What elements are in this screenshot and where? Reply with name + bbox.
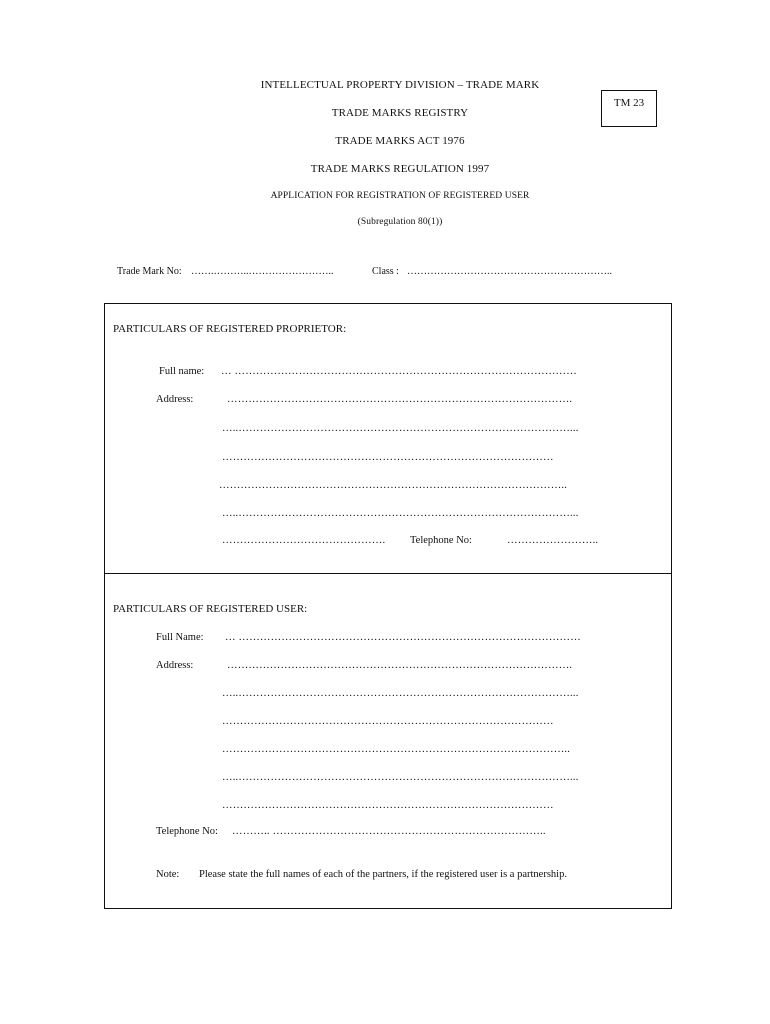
class-label: Class : [372, 266, 399, 277]
note-text: Please state the full names of each of the partners, if the registered user is a partnership. [199, 869, 567, 880]
user-address-line-2[interactable]: …..…………………………………………………………………………………... [222, 688, 579, 699]
registered-user-title: PARTICULARS OF REGISTERED USER: [113, 603, 308, 615]
user-address-line-4[interactable]: …………………………………………………………………………………….. [222, 744, 571, 755]
form-code-box [601, 90, 657, 127]
proprietor-address-line-1[interactable]: ……………………………………………………………………………………. [227, 394, 573, 405]
note-label: Note: [156, 869, 180, 880]
proprietor-address-line-4[interactable]: …………………………………………………………………………………….. [219, 480, 568, 491]
user-full-name-field[interactable]: … …………………………………………………………………………………… [225, 632, 581, 643]
proprietor-address-line-3[interactable]: ………………………………………………………………………………… [222, 452, 554, 463]
class-field[interactable]: …………………………………………………….. [407, 266, 612, 277]
user-address-line-6[interactable]: ………………………………………………………………………………… [222, 800, 554, 811]
header-line-division: INTELLECTUAL PROPERTY DIVISION – TRADE MARK [260, 79, 540, 91]
trade-mark-no-label: Trade Mark No: [117, 266, 182, 277]
trade-mark-no-field[interactable]: …….………..…………………….. [191, 266, 334, 277]
proprietor-title: PARTICULARS OF REGISTERED PROPRIETOR: [113, 323, 347, 335]
proprietor-address-label: Address: [156, 394, 194, 405]
header-line-regulation: TRADE MARKS REGULATION 1997 [310, 163, 490, 175]
proprietor-telephone-field[interactable]: …………………….. [507, 535, 599, 546]
user-full-name-label: Full Name: [156, 632, 204, 643]
header-line-registry: TRADE MARKS REGISTRY [331, 107, 469, 119]
proprietor-full-name-field[interactable]: … …………………………………………………………………………………… [221, 366, 577, 377]
proprietor-section [104, 303, 672, 574]
user-address-line-5[interactable]: …..…………………………………………………………………………………... [222, 772, 579, 783]
proprietor-address-line-2[interactable]: …..…………………………………………………………………………………... [222, 423, 579, 434]
proprietor-telephone-label: Telephone No: [410, 535, 472, 546]
proprietor-address-line-5[interactable]: …..…………………………………………………………………………………... [222, 508, 579, 519]
user-address-label: Address: [156, 660, 194, 671]
form-code: TM 23 [613, 97, 645, 109]
header-line-act: TRADE MARKS ACT 1976 [335, 135, 465, 147]
user-telephone-label: Telephone No: [156, 826, 218, 837]
header-line-subregulation: (Subregulation 80(1)) [357, 217, 443, 227]
user-address-line-3[interactable]: ………………………………………………………………………………… [222, 716, 554, 727]
header-line-application: APPLICATION FOR REGISTRATION OF REGISTERED USER [270, 191, 530, 201]
proprietor-full-name-label: Full name: [159, 366, 205, 377]
proprietor-address-line-6[interactable]: ………………………………………. [222, 535, 386, 546]
registered-user-section [104, 573, 672, 909]
user-address-line-1[interactable]: ……………………………………………………………………………………. [227, 660, 573, 671]
user-telephone-field[interactable]: ……….. ………………………………………………………………….. [232, 826, 546, 837]
